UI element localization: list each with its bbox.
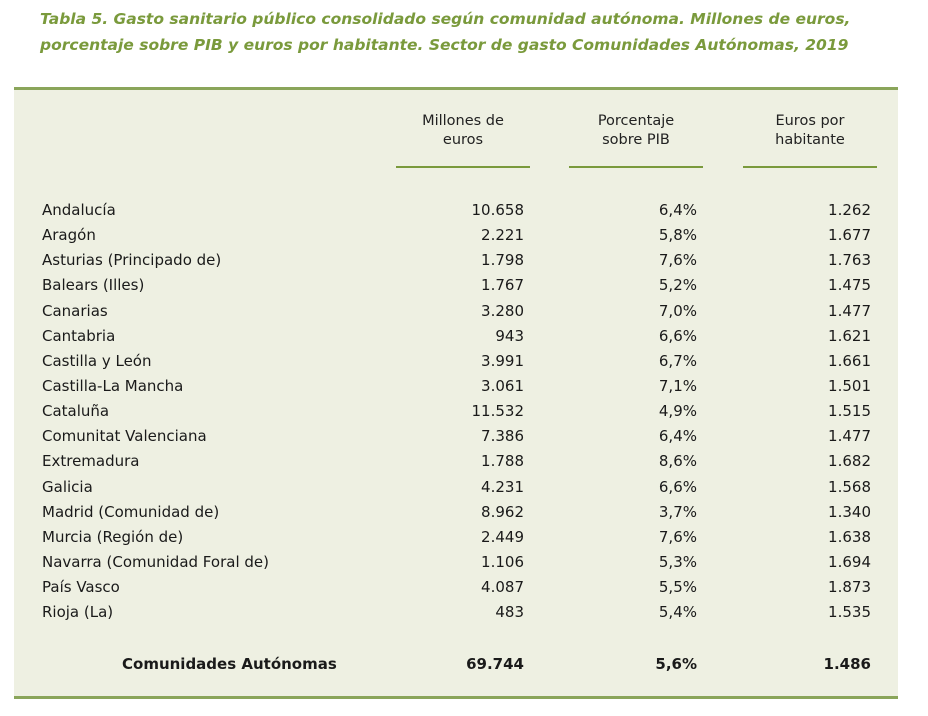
- millones-value: 483: [495, 603, 524, 622]
- table-row: [14, 527, 898, 552]
- pib-value: 6,6%: [658, 326, 697, 345]
- habitante-value: 1.682: [828, 452, 871, 471]
- pib-value: 7,1%: [658, 376, 697, 395]
- pib-value: 5,3%: [658, 552, 697, 571]
- total-millones-value: 69.744: [466, 655, 524, 673]
- millones-value: 943: [495, 326, 524, 345]
- table-row: [14, 602, 898, 627]
- table-row: [14, 275, 898, 300]
- millones-value: 2.221: [481, 226, 524, 245]
- table-row: [14, 301, 898, 326]
- region-name: Castilla y León: [42, 351, 152, 370]
- table-row: [14, 200, 898, 225]
- table-row: [14, 577, 898, 602]
- column-header-rule: [743, 166, 877, 168]
- habitante-value: 1.677: [828, 226, 871, 245]
- pib-value: 6,4%: [658, 201, 697, 219]
- table-title: [40, 6, 900, 58]
- column-header-rule: [396, 166, 530, 168]
- region-name: Navarra (Comunidad Foral de): [42, 552, 269, 571]
- column-header-millones-line-1: Millones de: [422, 113, 504, 129]
- pib-value: 6,4%: [658, 427, 697, 446]
- millones-value: 10.658: [471, 201, 524, 219]
- habitante-value: 1.501: [828, 376, 871, 395]
- table-row: [14, 552, 898, 577]
- habitante-value: 1.621: [828, 326, 871, 345]
- column-header-habitante-line-2: habitante: [775, 132, 845, 148]
- region-name: Extremadura: [42, 452, 140, 471]
- pib-value: 6,7%: [658, 351, 697, 370]
- total-row: [14, 654, 898, 676]
- column-header-millones: [396, 112, 530, 150]
- pib-value: 5,2%: [658, 276, 697, 295]
- region-name: Comunitat Valenciana: [42, 427, 207, 446]
- data-table: [14, 87, 898, 699]
- millones-value: 3.991: [481, 351, 524, 370]
- region-name: Madrid (Comunidad de): [42, 502, 220, 521]
- habitante-value: 1.477: [828, 427, 871, 446]
- region-name: Aragón: [42, 226, 96, 245]
- habitante-value: 1.568: [828, 477, 871, 496]
- region-name: Balears (Illes): [42, 276, 145, 295]
- pib-value: 5,8%: [658, 226, 697, 245]
- pib-value: 7,6%: [658, 527, 697, 546]
- habitante-value: 1.340: [828, 502, 871, 521]
- pib-value: 6,6%: [658, 477, 697, 496]
- region-name: Castilla-La Mancha: [42, 376, 184, 395]
- table-row: [14, 426, 898, 451]
- table-row: [14, 401, 898, 426]
- millones-value: 2.449: [481, 527, 524, 546]
- millones-value: 1.788: [481, 452, 524, 471]
- pib-value: 8,6%: [658, 452, 697, 471]
- table-title-line-2: porcentaje sobre PIB y euros por habitante. Sector de gasto Comunidades Autónomas, 2019: [40, 36, 849, 54]
- millones-value: 1.106: [481, 552, 524, 571]
- table-row: [14, 376, 898, 401]
- column-header-habitante-line-1: Euros por: [775, 113, 845, 129]
- millones-value: 8.962: [481, 502, 524, 521]
- table-row: [14, 250, 898, 275]
- region-name: Cantabria: [42, 326, 116, 345]
- region-name: Galicia: [42, 477, 93, 496]
- habitante-value: 1.694: [828, 552, 871, 571]
- column-header-rule: [569, 166, 703, 168]
- table-row: [14, 351, 898, 376]
- habitante-value: 1.475: [828, 276, 871, 295]
- column-header-habitante: [743, 112, 877, 150]
- habitante-value: 1.535: [828, 603, 871, 622]
- millones-value: 11.532: [471, 402, 524, 421]
- total-pib-value: 5,6%: [655, 655, 697, 673]
- habitante-value: 1.515: [828, 402, 871, 421]
- pib-value: 5,5%: [658, 578, 697, 597]
- column-header-pib: [569, 112, 703, 150]
- pib-value: 4,9%: [658, 402, 697, 421]
- millones-value: 7.386: [481, 427, 524, 446]
- pib-value: 7,6%: [658, 251, 697, 270]
- habitante-value: 1.763: [828, 251, 871, 270]
- region-name: Asturias (Principado de): [42, 251, 222, 270]
- pib-value: 7,0%: [658, 301, 697, 320]
- millones-value: 4.087: [481, 578, 524, 597]
- table-row: [14, 326, 898, 351]
- millones-value: 1.767: [481, 276, 524, 295]
- table-title-line-1: Tabla 5. Gasto sanitario público consolidado según comunidad autónoma. Millones de euros,: [40, 10, 851, 28]
- region-name: Rioja (La): [42, 603, 114, 622]
- pib-value: 3,7%: [658, 502, 697, 521]
- habitante-value: 1.477: [828, 301, 871, 320]
- habitante-value: 1.262: [828, 201, 871, 219]
- pib-value: 5,4%: [658, 603, 697, 622]
- table-row: [14, 451, 898, 476]
- total-habitante-value: 1.486: [823, 655, 871, 673]
- table-row: [14, 477, 898, 502]
- habitante-value: 1.873: [828, 578, 871, 597]
- region-name: Cataluña: [42, 402, 110, 421]
- column-header-millones-line-2: euros: [442, 132, 484, 148]
- column-header-pib-line-1: Porcentaje: [597, 113, 675, 129]
- millones-value: 4.231: [481, 477, 524, 496]
- habitante-value: 1.638: [828, 527, 871, 546]
- millones-value: 1.798: [481, 251, 524, 270]
- region-name: Andalucía: [42, 201, 116, 219]
- region-name: País Vasco: [42, 578, 120, 597]
- millones-value: 3.280: [481, 301, 524, 320]
- region-name: Murcia (Región de): [42, 527, 184, 546]
- column-header-pib-line-2: sobre PIB: [602, 132, 670, 148]
- region-name: Canarias: [42, 301, 108, 320]
- table-row: [14, 502, 898, 527]
- millones-value: 3.061: [481, 376, 524, 395]
- total-label: Comunidades Autónomas: [122, 655, 337, 673]
- habitante-value: 1.661: [828, 351, 871, 370]
- table-row: [14, 225, 898, 250]
- table-body: [14, 200, 898, 627]
